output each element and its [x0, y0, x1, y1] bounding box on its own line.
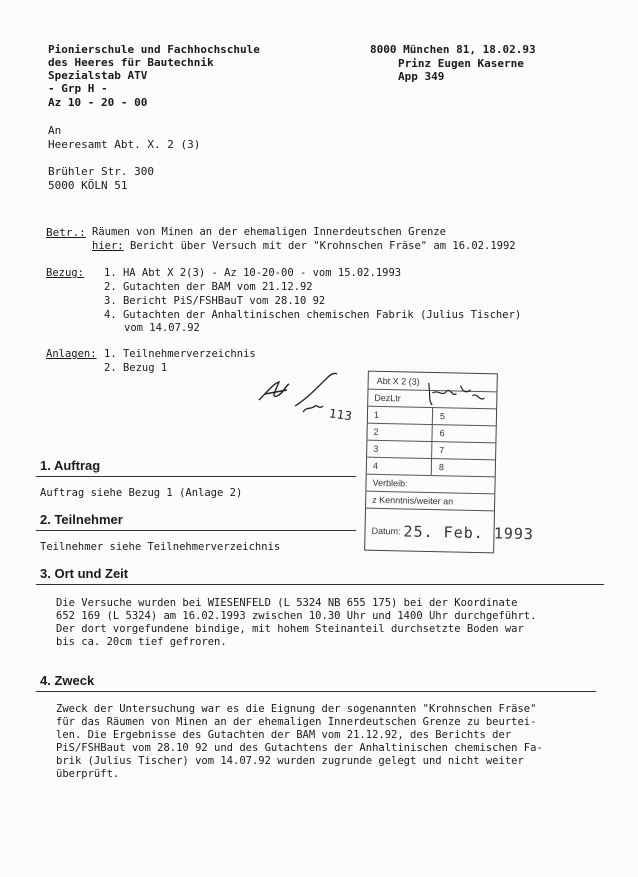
section-text-line: brik (Julius Tischer) vom 14.07.92 wurden zugrunde gelegt und nicht weiter: [56, 755, 524, 767]
recipient-line-1: An: [48, 124, 62, 137]
subject-hier-label: hier:: [92, 240, 124, 252]
sender-line-1: Pionierschule und Fachhochschule: [48, 43, 260, 56]
subject-label: Betr.:: [46, 226, 86, 239]
sender-line-3: Spezialstab ATV: [48, 69, 148, 82]
section-text-line: PiS/FSHBaut vom 28.10 92 und des Gutachtens der Anhaltinischen chemischen Fa-: [56, 742, 543, 754]
stamp-date-value: 25. Feb. 1993: [403, 522, 535, 544]
svg-text:113: 113: [328, 406, 353, 424]
stamp-number: 2: [373, 426, 379, 437]
stamp-date-label: Datum:: [371, 525, 401, 537]
attachment-item: 2. Bezug 1: [104, 362, 168, 374]
section-heading: 4. Zweck: [40, 673, 95, 688]
reference-item: 2. Gutachten der BAM vom 21.12.92: [104, 281, 313, 293]
subject-line-2: Bericht über Versuch mit der "Krohnschen Fräse" am 16.02.1992: [130, 240, 516, 252]
stamp-number: 5: [439, 411, 446, 422]
stamp-verbleib: Verbleib:: [372, 477, 408, 489]
section-heading: 3. Ort und Zeit: [40, 566, 129, 581]
reference-item: 1. HA Abt X 2(3) - Az 10-20-00 - vom 15.02.1993: [104, 267, 402, 279]
recipient-line-3: Brühler Str. 300: [48, 165, 154, 178]
sender-line-4: - Grp H -: [48, 82, 108, 95]
section-text-line: len. Die Ergebnisse des Gutachten der BAM vom 21.12.92, des Berichts der: [56, 729, 512, 741]
stamp-number: 8: [438, 462, 445, 473]
section-text: Auftrag siehe Bezug 1 (Anlage 2): [40, 487, 243, 499]
section-text-line: überprüft.: [56, 768, 120, 780]
reference-label: Bezug:: [46, 267, 84, 279]
stamp-signature: [424, 379, 489, 410]
section-text-line: Der dort vorgefundene bindige, mit hohem Steinanteil durchsetzte Boden war: [56, 623, 524, 635]
section-text-line: Zweck der Untersuchung war es die Eignung der sogenannten "Krohnschen Fräse": [56, 703, 537, 715]
stamp-number: 7: [439, 445, 445, 456]
stamp-dezlt: DezLtr: [374, 392, 401, 404]
section-heading: 2. Teilnehmer: [40, 512, 123, 527]
handwritten-initials: [255, 370, 370, 425]
stamp-number: 1: [373, 409, 380, 420]
section-text-line: für das Räumen von Minen an der ehemaligen Innerdeutschen Grenze zu beurtei-: [56, 716, 537, 728]
place-date-line-2: Prinz Eugen Kaserne: [398, 57, 524, 70]
reference-item: 3. Bericht PiS/FSHBauT vom 28.10 92: [104, 295, 326, 307]
stamp-number: 6: [439, 428, 445, 439]
subject-line-1: Räumen von Minen an der ehemaligen Innerdeutschen Grenze: [92, 226, 447, 238]
stamp-header: Abt X 2 (3): [376, 375, 420, 387]
stamp-number: 3: [373, 443, 379, 454]
recipient-line-4: 5000 KÖLN 51: [48, 179, 128, 192]
stamp-kenntnis: z Kenntnis/weiter an: [372, 494, 454, 507]
attachments-label: Anlagen:: [46, 348, 97, 360]
attachment-item: 1. Teilnehmerverzeichnis: [104, 348, 256, 360]
section-text-line: bis ca. 20cm tief gefroren.: [56, 636, 227, 648]
section-text: Teilnehmer siehe Teilnehmerverzeichnis: [40, 541, 281, 553]
sender-line-5: Az 10 - 20 - 00: [48, 96, 148, 109]
section-heading: 1. Auftrag: [40, 458, 101, 473]
place-date-line-3: App 349: [398, 70, 445, 83]
reference-item: vom 14.07.92: [124, 322, 200, 334]
recipient-line-2: Heeresamt Abt. X. 2 (3): [48, 138, 201, 151]
sender-line-2: des Heeres für Bautechnik: [48, 56, 214, 69]
section-text-line: Die Versuche wurden bei WIESENFELD (L 5324 NB 655 175) bei der Koordinate: [56, 597, 518, 609]
stamp-number: 4: [372, 460, 379, 471]
place-date-line-1: 8000 München 81, 18.02.93: [370, 43, 536, 56]
incoming-stamp: [364, 371, 535, 554]
section-text-line: 652 169 (L 5324) am 16.02.1993 zwischen 10.30 Uhr und 1400 Uhr durchgeführt.: [56, 610, 537, 622]
reference-item: 4. Gutachten der Anhaltinischen chemischen Fabrik (Julius Tischer): [104, 309, 522, 321]
